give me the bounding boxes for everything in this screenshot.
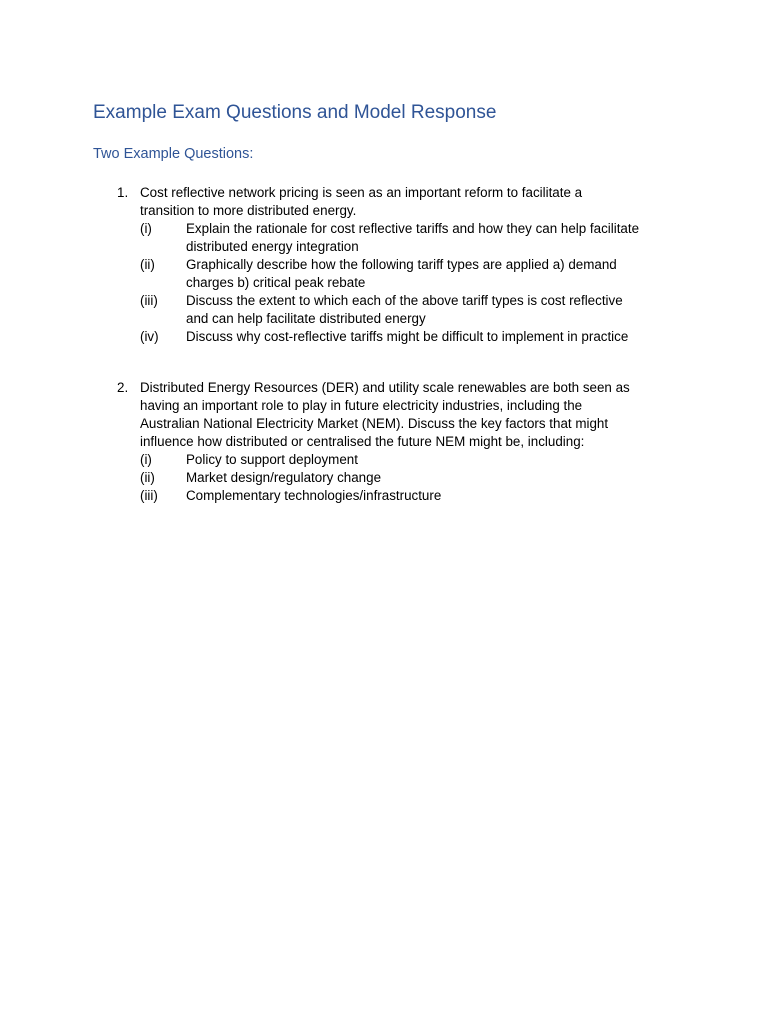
sub-question-line: Policy to support deployment: [186, 452, 358, 467]
sub-question-label: (iv): [140, 329, 159, 344]
question-text: [140, 184, 680, 220]
sub-question-text: [186, 328, 696, 346]
sub-question-text: [186, 487, 696, 505]
sub-question-label: (iii): [140, 488, 158, 503]
sub-question-text: [186, 469, 696, 487]
sub-question-label: (i): [140, 221, 152, 236]
sub-question-text: [186, 256, 696, 292]
sub-question-label: (ii): [140, 257, 155, 272]
question-number: 1.: [117, 185, 129, 200]
question-text-line: Cost reflective network pricing is seen as an important reform to facilitate a: [140, 185, 583, 200]
sub-question-line: distributed energy integration: [186, 239, 359, 254]
sub-question-label: (ii): [140, 470, 155, 485]
document-title: Example Exam Questions and Model Response: [93, 102, 497, 123]
section-heading: Two Example Questions:: [93, 146, 254, 162]
sub-question-line: Market design/regulatory change: [186, 470, 382, 485]
sub-question-label: (iii): [140, 293, 158, 308]
sub-question-line: Complementary technologies/infrastructure: [186, 488, 442, 503]
sub-question-line: Explain the rationale for cost reflective tariffs and how they can help facilitate: [186, 221, 640, 236]
question-text-line: influence how distributed or centralised the future NEM might be, including:: [140, 434, 585, 449]
question-text-line: Australian National Electricity Market (NEM). Discuss the key factors that might: [140, 416, 609, 431]
sub-question-line: Graphically describe how the following tariff types are applied a) demand: [186, 257, 617, 272]
sub-question-line: and can help facilitate distributed energy: [186, 311, 426, 326]
sub-question-line: Discuss why cost-reflective tariffs might be difficult to implement in practice: [186, 329, 629, 344]
sub-question-label: (i): [140, 452, 152, 467]
sub-question-line: charges b) critical peak rebate: [186, 275, 366, 290]
sub-question-text: [186, 220, 696, 256]
question-text-line: Distributed Energy Resources (DER) and utility scale renewables are both seen as: [140, 380, 630, 395]
question-text: [140, 379, 680, 451]
question-text-line: transition to more distributed energy.: [140, 203, 357, 218]
question-text-line: having an important role to play in future electricity industries, including the: [140, 398, 583, 413]
sub-question-line: Discuss the extent to which each of the above tariff types is cost reflective: [186, 293, 623, 308]
sub-question-text: [186, 451, 696, 469]
sub-question-text: [186, 292, 696, 328]
question-number: 2.: [117, 380, 129, 395]
